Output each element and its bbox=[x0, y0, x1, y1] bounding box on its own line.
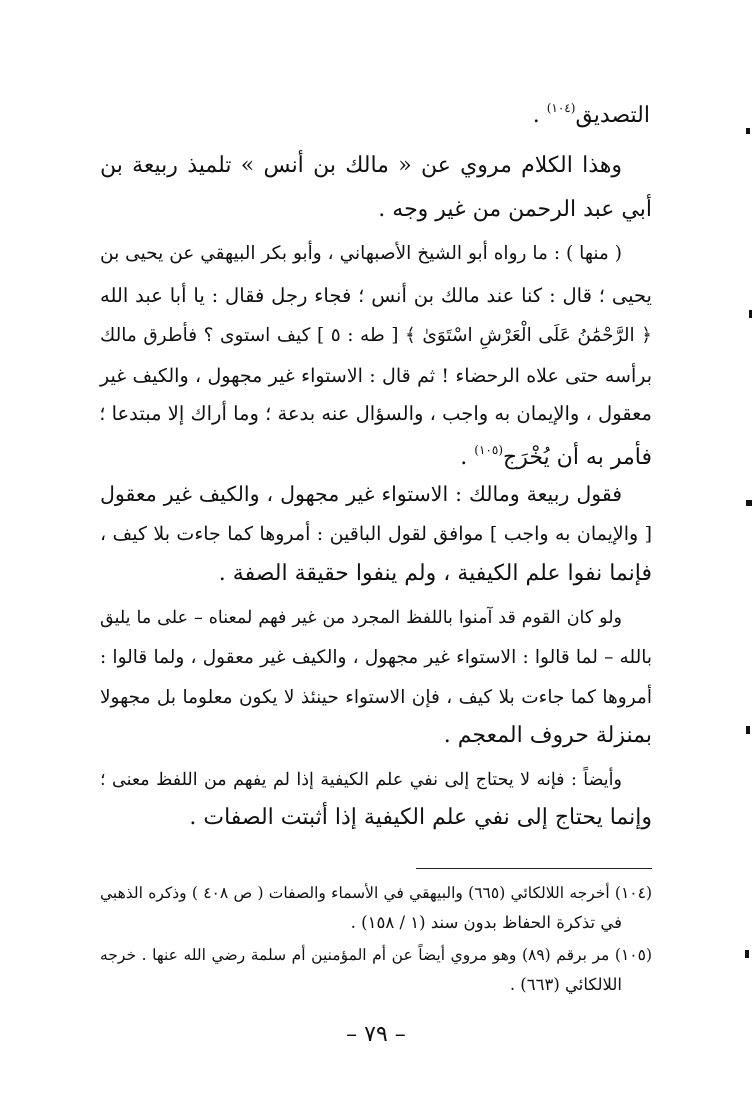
scan-edge-mark bbox=[745, 950, 749, 958]
footnote-divider bbox=[416, 868, 652, 869]
paragraph-1-line-1: وهذا الكلام مروي عن « مالك بن أنس » تلميذ ربيعة بن bbox=[100, 153, 622, 178]
footnote-105-line-2: اللالكائي (٦٦٣) . bbox=[509, 975, 622, 994]
paragraph-5-line-2: وإنما يحتاج إلى نفي علم الكيفية إذا أثبتت الصفات . bbox=[189, 805, 652, 830]
footnote-ref-105: (١٠٥) bbox=[474, 443, 504, 457]
paragraph-3-line-3: فإنما نفوا علم الكيفية ، ولم ينفوا حقيقة الصفة . bbox=[218, 561, 652, 586]
paragraph-2-line-6 bbox=[100, 432, 652, 468]
paragraph-2-line-3-verse: ﴿ الرَّحْمَٰنُ عَلَى الْعَرْشِ اسْتَوَىٰ ﴾ [ طه : ٥ ] كيف استوى ؟ فأطرق مالك bbox=[100, 325, 652, 346]
paragraph-4-line-2: بالله – لما قالوا : الاستواء غير مجهول ، والكيف غير معقول ، ولما قالوا : bbox=[100, 647, 652, 668]
heading-line bbox=[533, 90, 650, 134]
paragraph-2-period: . bbox=[460, 445, 468, 470]
paragraph-2-line-4: برأسه حتى علاه الرحضاء ! ثم قال : الاستواء غير مجهول ، والكيف غير bbox=[100, 365, 652, 387]
paragraph-2-line-5: معقول ، والإيمان به واجب ، والسؤال عنه بدعة ؛ وما أراك إلا مبتدعا ؛ bbox=[99, 402, 652, 425]
paragraph-2-line-1: ( منها ) : ما رواه أبو الشيخ الأصبهاني ، وأبو بكر البيهقي عن يحيى بن bbox=[100, 243, 622, 264]
heading-period: . bbox=[532, 103, 540, 128]
paragraph-2-last-text: فأمر به أن يُخْرَج bbox=[503, 445, 652, 470]
page-number: – ٧٩ – bbox=[346, 1022, 406, 1047]
paragraph-4-line-3: أمروها كما جاءت بلا كيف ، فإن الاستواء حينئذ لا يكون معلوما بل مجهولا bbox=[100, 687, 652, 708]
scan-edge-mark bbox=[746, 128, 750, 134]
paragraph-5-line-1: وأيضاً : فإنه لا يحتاج إلى نفي علم الكيفية إذا لم يفهم من اللفظ معنى ؛ bbox=[100, 770, 622, 790]
paragraph-4-line-1: ولو كان القوم قد آمنوا باللفظ المجرد من غير فهم لمعناه – على ما يليق bbox=[100, 608, 622, 628]
heading-text: التصديق bbox=[575, 103, 650, 128]
paragraph-1-line-2: أبي عبد الرحمن من غير وجه . bbox=[378, 197, 652, 222]
paragraph-2-line-2: يحيى ؛ قال : كنا عند مالك بن أنس ؛ فجاء رجل فقال : يا أبا عبد الله bbox=[100, 284, 652, 307]
footnote-104-line-2: في تذكرة الحفاظ بدون سند (١ / ١٥٨) . bbox=[350, 913, 622, 932]
footnote-104-line-1: (١٠٤) أخرجه اللالكائي (٦٦٥) والبيهقي في الأسماء والصفات ( ص ٤٠٨ ) وذكره الذهبي bbox=[100, 884, 653, 902]
footnote-105-line-1: (١٠٥) مر برقم (٨٩) وهو مروي أيضاً عن أم المؤمنين أم سلمة رضي الله عنها . خرجه bbox=[100, 946, 653, 964]
scan-edge-mark bbox=[746, 726, 750, 734]
scan-edge-mark bbox=[746, 500, 752, 506]
footnote-ref-104: (١٠٤) bbox=[546, 101, 576, 115]
paragraph-3-line-2: [ والإيمان به واجب ] موافق لقول الباقين : أمروها كما جاءت بلا كيف ، bbox=[100, 523, 652, 545]
paragraph-3-line-1: فقول ربيعة ومالك : الاستواء غير مجهول ، والكيف غير معقول bbox=[100, 482, 622, 506]
paragraph-4-line-4: بمنزلة حروف المعجم . bbox=[443, 723, 652, 748]
